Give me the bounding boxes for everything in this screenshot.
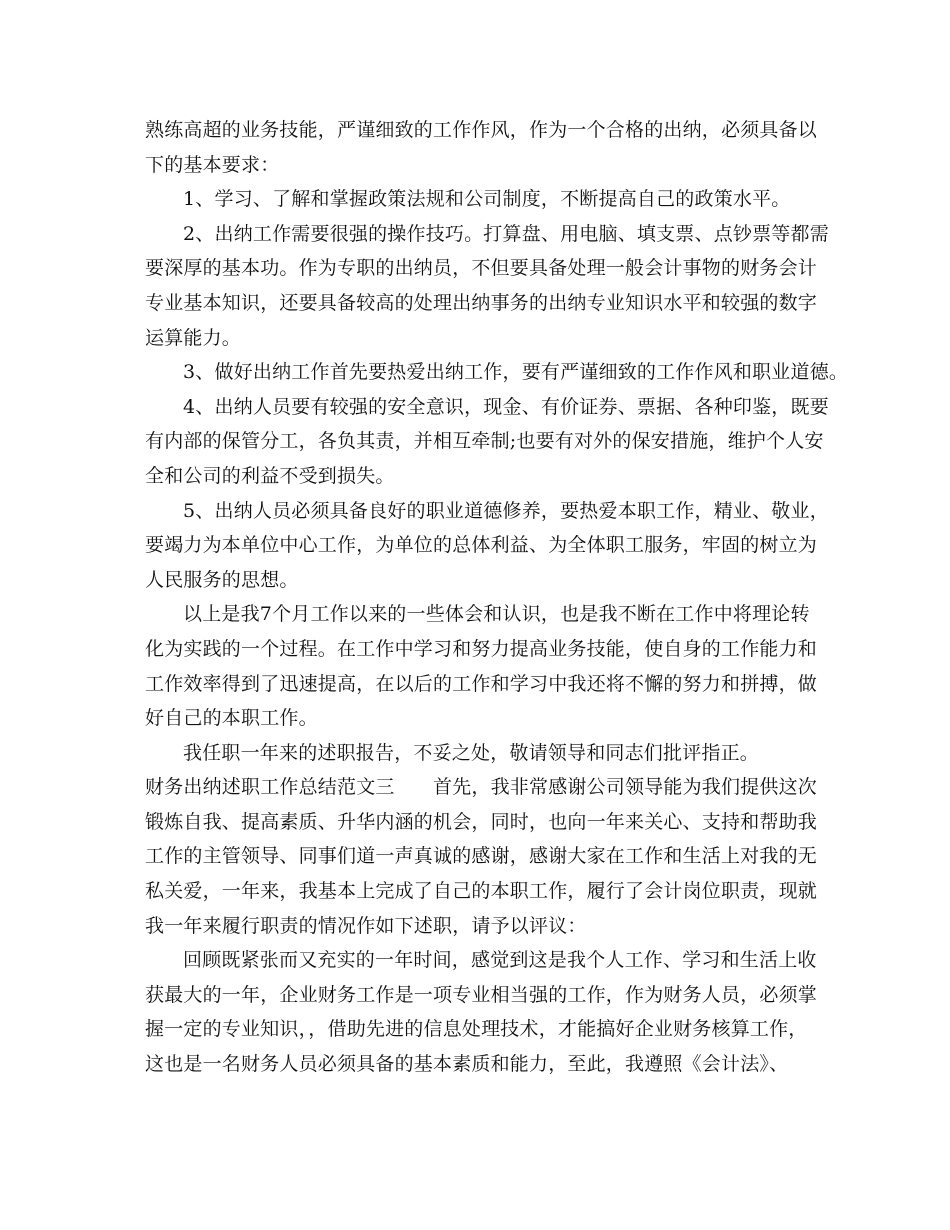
document-body (145, 113, 849, 1082)
text-line: 熟练高超的业务技能，严谨细致的工作作风，作为一个合格的出纳，必须具备以 (145, 119, 818, 141)
text-line: 要深厚的基本功。作为专职的出纳员，不但要具备处理一般会计事物的财务会计 (145, 257, 818, 280)
paragraph (145, 736, 825, 771)
text-line: 2、出纳工作需要很强的操作技巧。打算盘、用电脑、填支票、点钞票等都需 (183, 222, 829, 245)
text-line: 下的基本要求： (145, 153, 280, 176)
text-line: 5、出纳人员必须具备良好的职业道德修养，要热爱本职工作，精业、敬业， (183, 499, 829, 522)
text-line: 专业基本知识，还要具备较高的处理出纳事务的出纳专业知识水平和较强的数字 (145, 291, 818, 314)
text-line: 工作的主管领导、同事们道一声真诚的感谢，感谢大家在工作和生活上对我的无 (145, 845, 818, 868)
paragraph (145, 770, 825, 943)
text-line: 锻炼自我、提高素质、升华内涵的机会，同时，也向一年来关心、支持和帮助我 (145, 810, 818, 833)
paragraph (145, 597, 825, 735)
text-line: 我一年来履行职责的情况作如下述职，请予以评议： (145, 914, 587, 937)
text-line: 握一定的专业知识，，借助先进的信息处理技术，才能搞好企业财务核算工作， (145, 1018, 808, 1041)
paragraph (145, 355, 849, 390)
text-line: 以上是我7个月工作以来的一些体会和认识，也是我不断在工作中将理论转 (183, 603, 810, 626)
text-line: 工作效率得到了迅速提高，在以后的工作和学习中我还将不懈的努力和拼搏，做 (145, 672, 818, 695)
paragraph (145, 113, 825, 182)
text-line: 3、做好出纳工作首先要热爱出纳工作，要有严谨细致的工作作风和职业道德。 (183, 361, 849, 384)
text-line: 4、出纳人员要有较强的安全意识，现金、有价证券、票据、各种印鉴，既要 (183, 395, 829, 418)
text-line: 好自己的本职工作。 (145, 707, 318, 730)
text-line: 私关爱，一年来，我基本上完成了自己的本职工作，履行了会计岗位职责，现就 (145, 880, 818, 903)
text-line: 全和公司的利益不受到损失。 (145, 464, 395, 487)
text-line: 1、学习、了解和掌握政策法规和公司制度，不断提高自己的政策水平。 (183, 188, 791, 211)
text-line: 要竭力为本单位中心工作，为单位的总体利益、为全体职工服务，牢固的树立为 (145, 534, 818, 557)
paragraph (145, 182, 825, 217)
paragraph (145, 390, 829, 494)
text-line: 回顾既紧张而又充实的一年时间，感觉到这是我个人工作、学习和生活上收 (183, 949, 817, 972)
text-line: 这也是一名财务人员必须具备的基本素质和能力，至此，我遵照《会计法》、 (145, 1053, 789, 1076)
paragraph (145, 217, 829, 355)
text-line: 获最大的一年，企业财务工作是一项专业相当强的工作，作为财务人员，必须掌 (145, 983, 818, 1006)
text-line: 化为实践的一个过程。在工作中学习和努力提高业务技能，使自身的工作能力和 (145, 637, 818, 660)
text-line: 财务出纳述职工作总结范文三 首先，我非常感谢公司领导能为我们提供这次 (145, 776, 818, 799)
paragraph (145, 943, 825, 1081)
text-line: 人民服务的思想。 (145, 568, 299, 591)
text-line: 我任职一年来的述职报告，不妥之处，敬请领导和同志们批评指正。 (183, 741, 760, 764)
text-line: 有内部的保管分工，各负其责，并相互牵制;也要有对外的保安措施，维护个人安 (145, 430, 824, 453)
paragraph (145, 494, 829, 598)
text-line: 运算能力。 (145, 326, 242, 349)
